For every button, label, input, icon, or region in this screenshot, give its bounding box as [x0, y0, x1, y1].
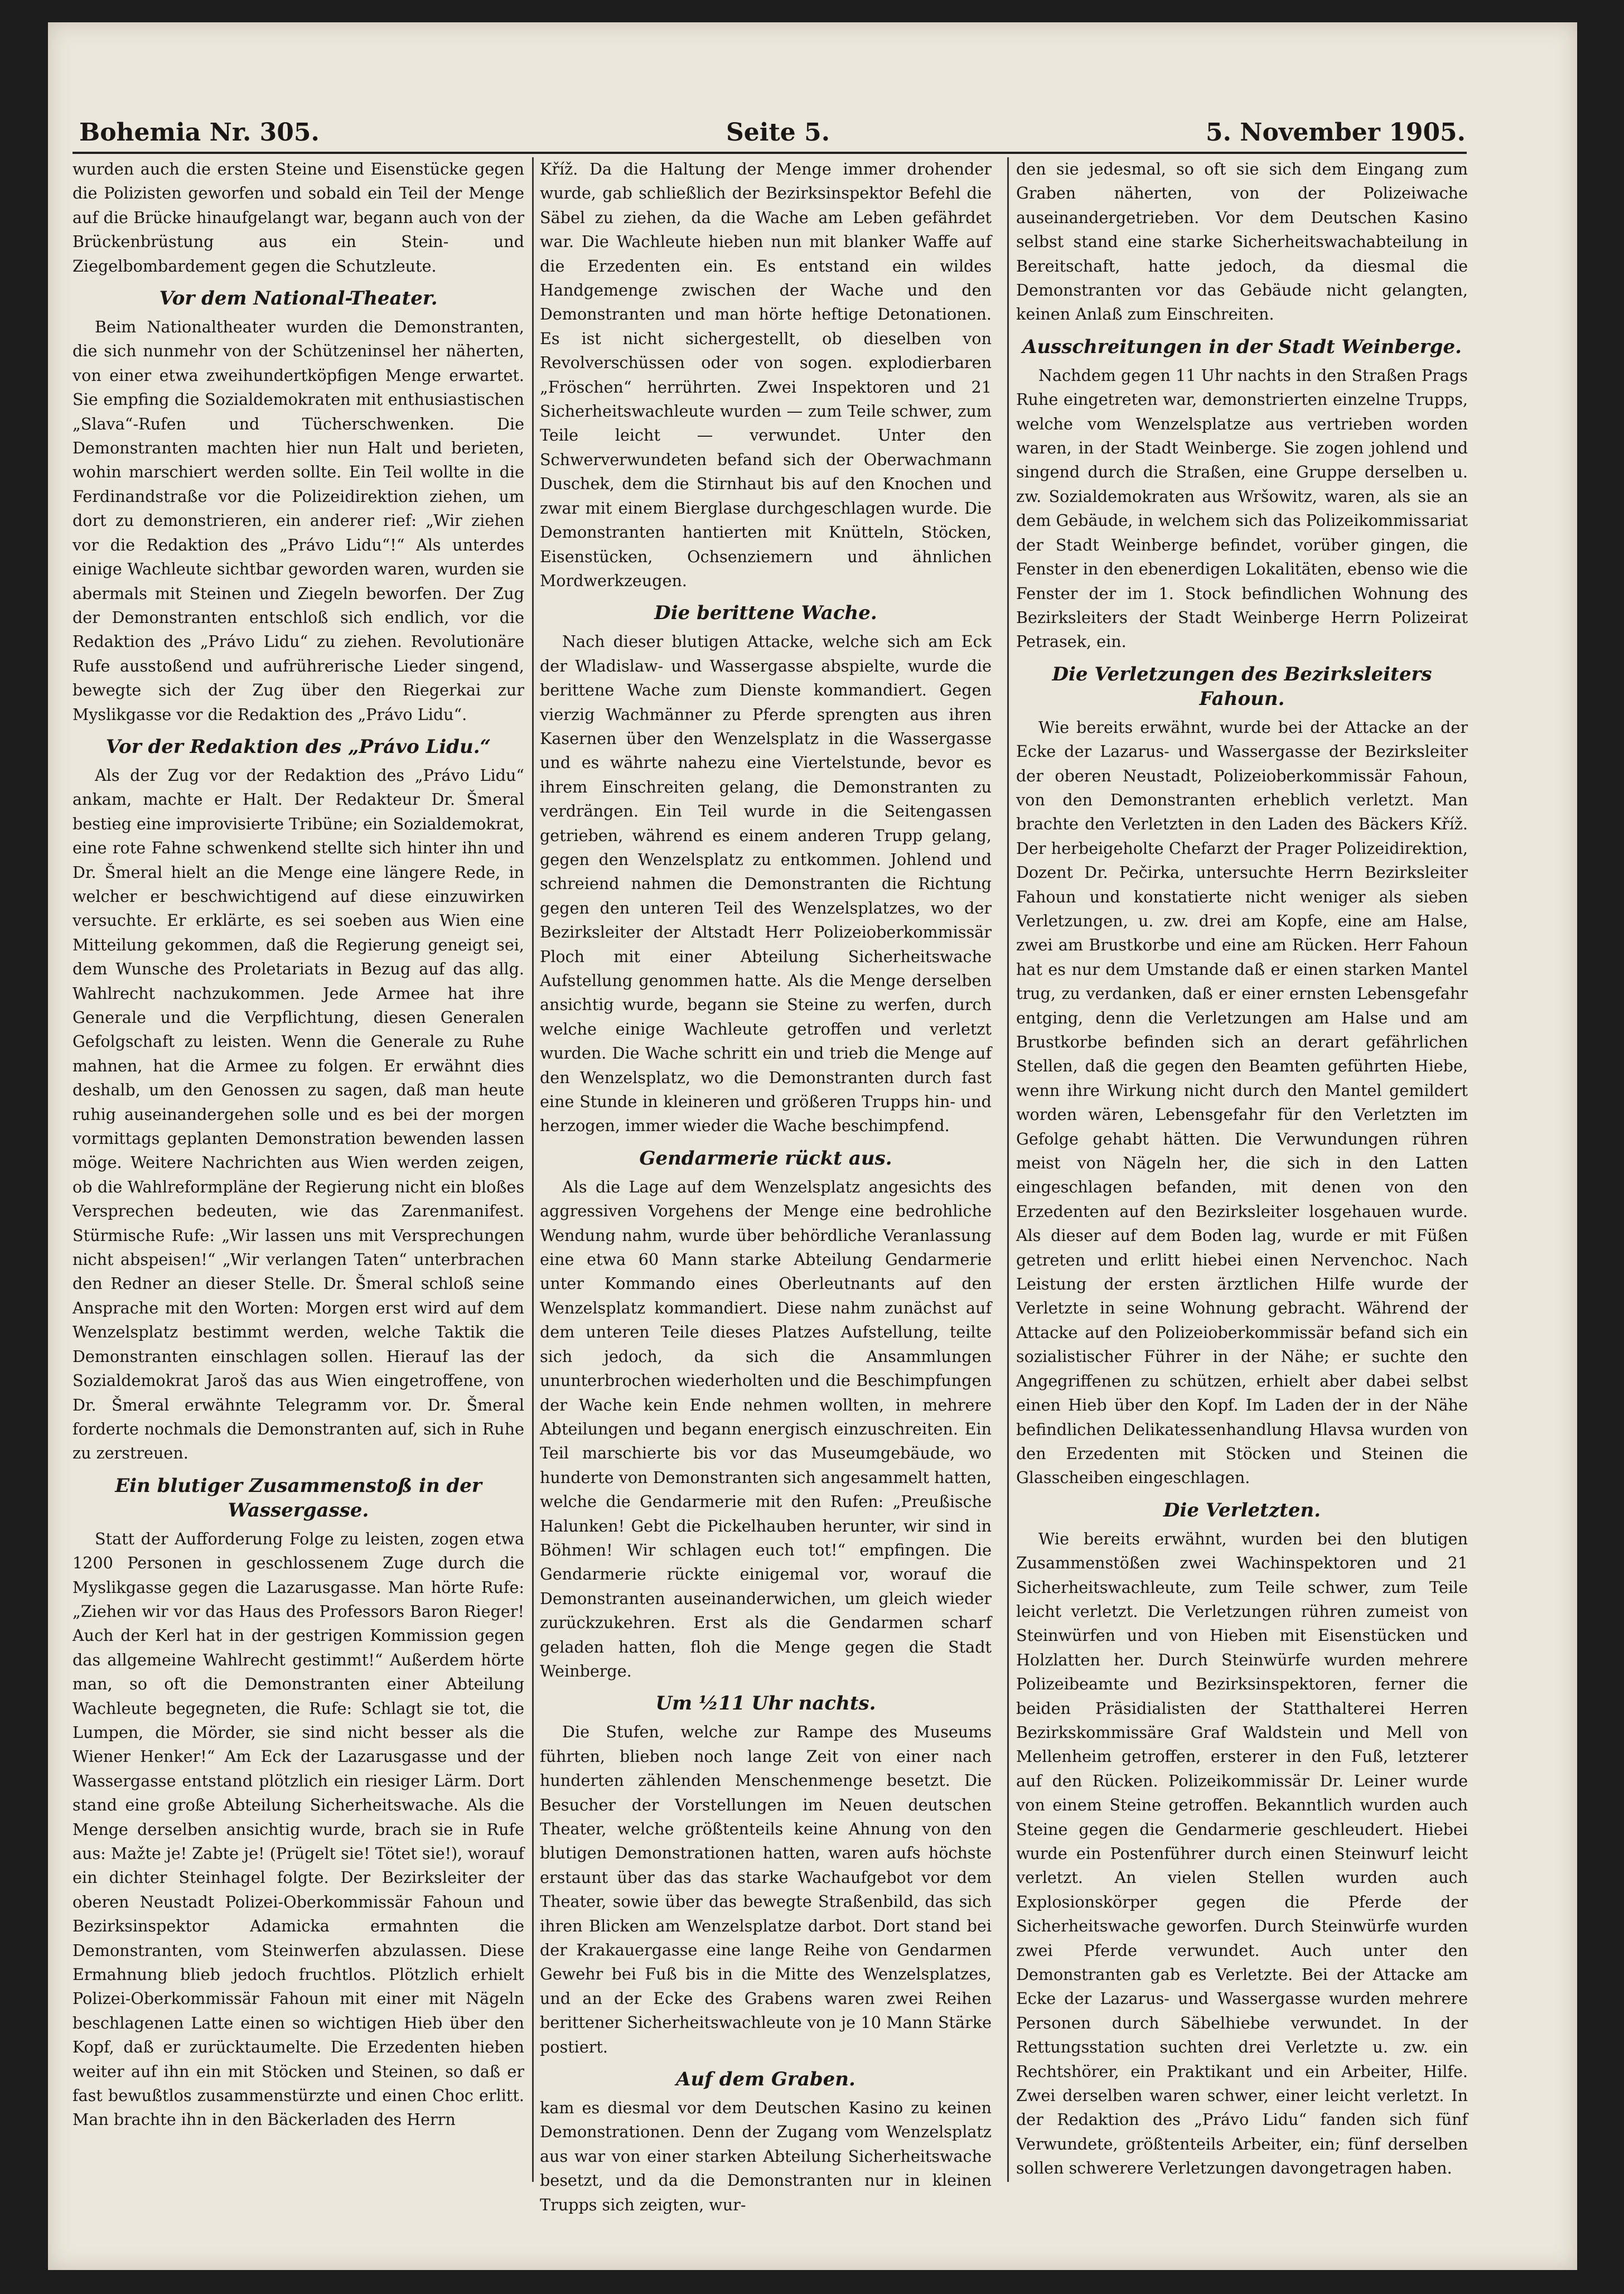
- section-heading: Ein blutiger Zusammenstoß in der Wassergasse.: [115, 1474, 482, 1522]
- article-paragraph: Die Stufen, welche zur Rampe des Museums führten, blieben noch lange Zeit von einer nach hunderten zählenden Menschenmenge besetzt. Die Besucher der Vorstellungen im Neuen deutschen Theater, welche größtenteils keine Ahnung von den blutigen Demonstrationen hatten, waren aufs höchste erstaunt über das das starke Wachaufgebot vor dem Theater, sowie über das bewegte Straßenbild, das sich ihren Blicken am Wenzelsplatze darbot. Dort stand bei der Krakauergasse eine lange Reihe von Gendarmen Gewehr bei Fuß bis in die Mitte des Wenzelsplatzes, und an der Ecke des Grabens waren zwei Reihen berittener Sicherheitswachleute von je 10 Mann Stärke postiert.: [540, 1722, 992, 2056]
- section-heading: Vor der Redaktion des „Právo Lidu.“: [105, 735, 491, 758]
- article-paragraph: Wie bereits erwähnt, wurde bei der Attacke an der Ecke der Lazarus- und Wassergasse der Bezirksleiter der oberen Neustadt, Polizeioberkommissär Fahoun, von den Demonstranten erheblich verletzt. Man brachte den Verletzten in den Laden des Bäckers Kříž. Der herbeigeholte Chefarzt der Prager Polizeidirektion, Dozent Dr. Pečirka, untersuchte Herrn Bezirksleiter Fahoun und konstatierte nicht weniger als sieben Verletzungen, u. zw. drei am Kopfe, eine am Halse, zwei am Brustkorbe und eine am Rücken. Herr Fahoun hat es nur dem Umstande daß er einen starken Mantel trug, zu verdanken, daß er einer ernsten Lebensgefahr entging, denn die Verletzungen am Halse und am Brustkorbe befinden sich an derart gefährlichen Stellen, daß die gegen den Beamten geführten Hiebe, wenn ihre Wirkung nicht durch den Mantel gemildert worden wären, Lebensgefahr für den Verletzten im Gefolge gehabt hätten. Die Verwundungen rühren meist von Nägeln her, die sich in den Latten eingeschlagen befanden, mit denen von den Erzedenten auf den Bezirksleiter losgehauen wurde. Als dieser auf dem Boden lag, wurde er mit Füßen getreten und erlitt hiebei einen Nervenchoc. Nach Leistung der ersten ärztlichen Hilfe wurde der Verletzte in seine Wohnung gebracht. Während der Attacke auf den Polizeioberkommissär befand sich ein sozialistischer Führer in der Nähe; er suchte den Angegriffenen zu schützen, erhielt aber dabei selbst einen Hieb über den Kopf. Im Laden der in der Nähe befindlichen Delikatessenhandlung Hlavsa wurden von den Erzedenten mit Stöcken und Steinen die Glasscheiben eingeschlagen.: [1016, 717, 1468, 1488]
- article-paragraph: wurden auch die ersten Steine und Eisenstücke gegen die Polizisten geworfen und sobald ein Teil der Menge auf die Brücke hinaufgelangt war, begann auch von der Brückenbrüstung aus ein Stein- und Ziegelbombardement gegen die Schutzleute.: [72, 160, 524, 276]
- page-header: [79, 118, 1466, 152]
- section-heading: Die Verletzten.: [1163, 1499, 1321, 1522]
- section-heading: Vor dem National-Theater.: [159, 287, 438, 310]
- article-paragraph: Nach dieser blutigen Attacke, welche sich am Eck der Wladislaw- und Wassergasse abspielte, wurde die berittene Wache zum Dienste kommandiert. Gegen vierzig Wachmänner zu Pferde sprengten aus ihren Kasernen über den Wenzelsplatz in die Wassergasse und es währte nahezu eine Viertelstunde, bevor es ihrem Einschreiten gelang, die Demonstranten zu verdrängen. Ein Teil wurde in die Seitengassen getrieben, während es einem anderen Trupp gelang, gegen den Wenzelsplatz zu entkommen. Johlend und schreiend nahmen die Demonstranten die Richtung gegen den unteren Teil des Wenzelsplatzes, wo der Bezirksleiter der Altstadt Herr Polizeioberkommissär Ploch mit einer Abteilung Sicherheitswache Aufstellung genommen hatte. Als die Menge derselben ansichtig wurde, begann sie Steine zu werfen, durch welche einige Wachleute getroffen und verletzt wurden. Die Wache schritt ein und trieb die Menge auf den Wenzelsplatz, wo die Demonstranten durch fast eine Stunde in kleineren und größeren Trupps hin- und herzogen, immer wieder die Wache beschimpfend.: [540, 632, 992, 1136]
- header-publication-number: Bohemia Nr. 305.: [79, 118, 320, 147]
- article-paragraph: Beim Nationaltheater wurden die Demonstranten, die sich nunmehr von der Schützeninsel her näherten, von einer etwa zweihundertköpfigen Menge erwartet. Sie empfing die Sozialdemokraten mit enthusiastischen „Slava“-Rufen und Tücherschwenken. Die Demonstranten machten hier nun Halt und berieten, wohin marschiert werden sollte. Ein Teil wollte in die Ferdinandstraße vor die Polizeidirektion ziehen, um dort zu demonstrieren, ein anderer rief: „Wir ziehen vor die Redaktion des „Právo Lidu“!“ Als unterdes einige Wachleute sichtbar geworden waren, wurden sie abermals mit Steinen und Ziegeln beworfen. Der Zug der Demonstranten entschloß sich endlich, vor die Redaktion des „Právo Lidu“ zu ziehen. Revolutionäre Rufe ausstoßend und aufrührerische Lieder singend, bewegte sich der Zug über den Riegerkai zur Myslikgasse vor die Redaktion des „Právo Lidu“.: [72, 317, 524, 724]
- column-2: [540, 157, 992, 2214]
- article-paragraph: Statt der Aufforderung Folge zu leisten, zogen etwa 1200 Personen in geschlossenem Zuge durch die Myslikgasse gegen die Lazarusgasse. Man hörte Rufe: „Ziehen wir vor das Haus des Professors Baron Rieger! Auch der Kerl hat in der gestrigen Kommission gegen das allgemeine Wahlrecht gestimmt!“ Außerdem hörte man, so oft die Demonstranten einer Abteilung Wachleute begegneten, die Rufe: Schlagt sie tot, die Lumpen, die Mörder, sie sind nicht besser als die Wiener Henker!“ Am Eck der Lazarusgasse und der Wassergasse entstand plötzlich ein riesiger Lärm. Dort stand eine große Abteilung Sicherheitswache. Als die Menge derselben ansichtig wurde, brach sie in Rufe aus: Mažte je! Zabte je! (Prügelt sie! Tötet sie!), worauf ein dichter Steinhagel folgte. Der Bezirksleiter der oberen Neustadt Polizei-Oberkommissär Fahoun und Bezirksinspektor Adamicka ermahnten die Demonstranten, vom Steinwerfen abzulassen. Diese Ermahnung blieb jedoch fruchtlos. Plötzlich erhielt Polizei-Oberkommissär Fahoun mit einer mit Nägeln beschlagenen Latte einen so wichtigen Hieb über den Kopf, daß er zurücktaumelte. Die Erzedenten hieben weiter auf ihn ein mit Stöcken und Steinen, so daß er fast bewußtlos zusammenstürzte und einen Choc erlitt. Man brachte ihn in den Bäckerladen des Herrn: [72, 1529, 524, 2129]
- section-heading: Die berittene Wache.: [654, 602, 877, 625]
- section-heading: Die Verletzungen des Bezirksleiters Fahoun.: [1052, 663, 1432, 710]
- article-paragraph: Kříž. Da die Haltung der Menge immer drohender wurde, gab schließlich der Bezirksinspektor Befehl die Säbel zu ziehen, da die Wache am Leben gefährdet war. Die Wachleute hieben nun mit blanker Waffe auf die Erzedenten ein. Es entstand ein wildes Handgemenge zwischen der Wache und den Demonstranten und man hörte heftige Detonationen. Es ist nicht sichergestellt, ob dieselben von Revolverschüssen oder von sogen. explodierbaren „Fröschen“ herrührten. Zwei Inspektoren und 21 Sicherheitswachleute wurden — zum Teile schwer, zum Teile leicht — verwundet. Unter den Schwerverwundeten befand sich der Oberwachmann Duschek, dem die Stirnhaut bis auf den Knochen und zwar mit einem Bierglase durchgeschlagen wurde. Die Demonstranten hantierten mit Knütteln, Stöcken, Eisenstücken, Ochsenziemern und ähnlichen Mordwerkzeugen.: [540, 160, 992, 590]
- header-date: 5. November 1905.: [1206, 118, 1466, 147]
- header-rule: [72, 152, 1467, 154]
- section-heading: Ausschreitungen in der Stadt Weinberge.: [1022, 335, 1462, 358]
- header-page-number: Seite 5.: [726, 118, 830, 147]
- article-paragraph: kam es diesmal vor dem Deutschen Kasino zu keinen Demonstrationen. Denn der Zugang vom Wenzelsplatz aus war von einer starken Abteilung Sicherheitswache besetzt, und da die Demonstranten nur in kleinen Trupps sich zeigten, wur-: [540, 2098, 992, 2214]
- article-paragraph: den sie jedesmal, so oft sie sich dem Eingang zum Graben näherten, von der Polizeiwache auseinandergetrieben. Vor dem Deutschen Kasino selbst stand eine starke Sicherheitswachabteilung in Bereitschaft, hatte jedoch, da diesmal die Demonstranten vor das Gebäude nicht gelangten, keinen Anlaß zum Einschreiten.: [1016, 160, 1468, 324]
- article-paragraph: Als der Zug vor der Redaktion des „Právo Lidu“ ankam, machte er Halt. Der Redakteur Dr. Šmeral bestieg eine improvisierte Tribüne; ein Sozialdemokrat, eine rote Fahne schwenkend stellte sich hinter ihn und Dr. Šmeral hielt an die Menge eine längere Rede, in welcher er beschwichtigend auf diese einzuwirken versuchte. Er erklärte, es sei soeben aus Wien eine Mitteilung gekommen, daß die Regierung geneigt sei, dem Wunsche des Proletariats in Bezug auf das allg. Wahlrecht nachzukommen. Jede Armee hat ihre Generale und die Verpflichtung, diesen Generalen Gefolgschaft zu leisten. Wenn die Generale zu Ruhe mahnen, hat die Armee zu folgen. Er erwähnt dies deshalb, um den Genossen zu sagen, daß man heute ruhig auseinandergehen solle und es bei der morgen vormittags geplanten Demonstration bewenden lassen möge. Weitere Nachrichten aus Wien werden zeigen, ob die Wahlreformpläne der Regierung nicht ein bloßes Versprechen bedeuten, wie das Zarenmanifest. Stürmische Rufe: „Wir lassen uns mit Versprechungen nicht abspeisen!“ „Wir verlangen Taten“ unterbrachen den Redner an dieser Stelle. Dr. Šmeral schloß seine Ansprache mit den Worten: Morgen erst wird auf dem Wenzelsplatz bestimmt werden, welche Taktik die Demonstranten einschlagen sollen. Hierauf las der Sozialdemokrat Jaroš das aus Wien eingetroffene, von Dr. Šmeral erwähnte Telegramm vor. Dr. Šmeral forderte nochmals die Demonstranten auf, sich in Ruhe zu zerstreuen.: [72, 765, 524, 1463]
- column-3: [1016, 157, 1468, 2182]
- article-paragraph: Nachdem gegen 11 Uhr nachts in den Straßen Prags Ruhe eingetreten war, demonstrierten einzelne Trupps, welche vom Wenzelsplatze aus vertrieben worden waren, in der Stadt Weinberge. Sie zogen johlend und singend durch die Straßen, eine Gruppe derselben u. zw. Sozialdemokraten aus Wršowitz, waren, als sie an dem Gebäude, in welchem sich das Polizeikommissariat der Stadt Weinberge befindet, vorüber gingen, die Fenster in den ebenerdigen Lokalitäten, ebenso wie die Fenster der im 1. Stock befindlichen Wohnung des Bezirksleiters der Stadt Weinberge Herrn Polizeirat Petrasek, ein.: [1016, 365, 1468, 651]
- section-heading: Gendarmerie rückt aus.: [639, 1147, 892, 1170]
- column-1: [72, 157, 524, 2182]
- column-divider-2: [1007, 157, 1009, 2182]
- article-paragraph: Wie bereits erwähnt, wurden bei den blutigen Zusammenstößen zwei Wachinspektoren und 21 Sicherheitswachleute, zum Teile schwer, zum Teile leicht verletzt. Die Verletzungen rühren zumeist von Steinwürfen und von Hieben mit Eisenstücken und Holzlatten her. Durch Steinwürfe wurden mehrere Polizeibeamte und Bezirksinspektoren, ferner die beiden Präsidialisten der Statthalterei Herren Bezirkskommissäre Graf Waldstein und Mell von Mellenheim getroffen, ersterer in den Fuß, letzterer auf den Rücken. Polizeikommissär Dr. Leiner wurde von einem Steine getroffen. Bekanntlich wurden auch Steine gegen die Gendarmerie geschleudert. Hiebei wurde ein Postenführer durch einen Steinwurf leicht verletzt. An vielen Stellen wurden auch Explosionskörper gegen die Pferde der Sicherheitswache geworfen. Durch Steinwürfe wurden zwei Pferde verwundet. Auch unter den Demonstranten gab es Verletzte. Bei der Attacke am Ecke der Lazarus- und Wassergasse wurden mehrere Personen durch Säbelhiebe verwundet. In der Rettungsstation suchten drei Verletzte u. zw. ein Rechtshörer, ein Praktikant und ein Arbeiter, Hilfe. Zwei derselben waren schwer, einer leicht verletzt. In der Redaktion des „Právo Lidu“ fanden sich fünf Verwundete, größtenteils Arbeiter, ein; fünf derselben sollen schwerere Verletzungen davongetragen haben.: [1016, 1529, 1468, 2178]
- article-paragraph: Als die Lage auf dem Wenzelsplatz angesichts des aggressiven Vorgehens der Menge eine bedrohliche Wendung nahm, wurde über behördliche Veranlassung eine etwa 60 Mann starke Abteilung Gendarmerie unter Kommando eines Oberleutnants auf den Wenzelsplatz kommandiert. Diese nahm zunächst auf dem unteren Teile dieses Platzes Aufstellung, teilte sich jedoch, da sich die Ansammlungen ununterbrochen wiederholten und die Beschimpfungen der Wache kein Ende nehmen wollten, in mehrere Abteilungen und begann energisch einzuschreiten. Ein Teil marschierte bis vor das Museumgebäude, wo hunderte von Demonstranten sich angesammelt hatten, welche die Gendarmerie mit den Rufen: „Preußische Halunken! Gebt die Pickelhauben herunter, wir sind in Böhmen! Wir schlagen euch tot!“ empfingen. Die Gendarmerie rückte einigemal vor, worauf die Demonstranten auseinanderwichen, um gleich wieder zurückzukehren. Erst als die Gendarmen scharf geladen hatten, floh die Menge gegen die Stadt Weinberge.: [540, 1177, 992, 1680]
- section-heading: Auf dem Graben.: [676, 2068, 856, 2091]
- column-divider-1: [532, 157, 534, 2182]
- section-heading: Um ½11 Uhr nachts.: [655, 1692, 876, 1715]
